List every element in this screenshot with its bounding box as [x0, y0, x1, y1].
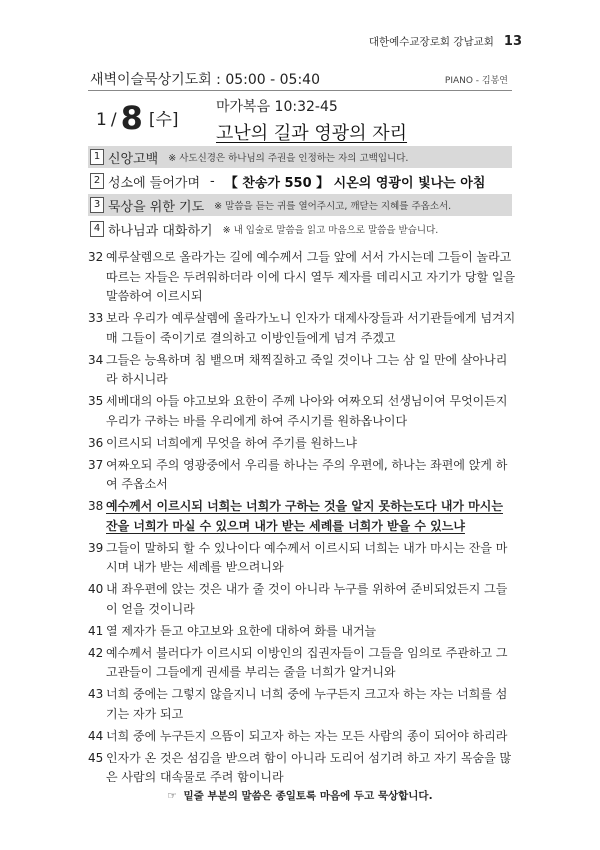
footer-note — [0, 788, 600, 803]
step-number: 1 — [90, 149, 104, 165]
verse-number: 43 — [88, 687, 104, 701]
step-label: 묵상을 위한 기도 — [108, 199, 205, 215]
verse-text: 그들은 능욕하며 침 뱉으며 채찍질하고 죽일 것이나 그는 삼 일 만에 살아나리라 하시니라 — [106, 352, 508, 386]
verse-number: 36 — [88, 435, 104, 450]
verse — [88, 727, 516, 747]
verse — [88, 434, 516, 454]
verse-text: 이르시되 너희에게 무엇을 하여 주기를 원하느냐 — [106, 435, 357, 450]
step-number: 2 — [90, 173, 104, 189]
order-of-service — [88, 146, 512, 242]
verse — [88, 539, 516, 578]
verse-number: 42 — [88, 645, 104, 660]
sermon-theme: 고난의 길과 영광의 자리 — [216, 123, 408, 144]
verse-text: 인자가 온 것은 섬김을 받으려 함이 아니라 도리어 섬기려 하고 자기 목숨을 많은 사람의 대속물로 주려 함이니라 — [106, 750, 512, 784]
verse-text: 보라 우리가 예루살렘에 올라가노니 인자가 대제사장들과 서기관들에게 넘겨지매 그들이 죽이기로 결의하고 이방인들에게 넘겨 주겠고 — [106, 311, 516, 345]
piano-credit: PIANO - 김봉연 — [444, 76, 508, 86]
step-hymn — [88, 170, 512, 192]
verse-number: 32 — [88, 250, 104, 264]
date-month: 1 — [96, 110, 107, 130]
verse-text: 너희 중에는 그렇지 않을지니 너희 중에 누구든지 크고자 하는 자는 너희를 섬기는 자가 되고 — [106, 687, 508, 721]
hymn-title: 【 찬송가 550 】 시온의 영광이 빛나는 아침 — [224, 175, 486, 191]
date-weekday: [수] — [148, 110, 179, 130]
verse — [88, 644, 516, 683]
step-label: 성소에 들어가며 — [108, 175, 201, 191]
session-bar — [88, 68, 512, 91]
step-number: 3 — [90, 197, 104, 213]
step-dialogue — [88, 218, 512, 240]
step-label: 하나님과 대화하기 — [108, 223, 213, 239]
footer-text: 밑줄 부분의 말씀은 종일토록 마음에 두고 묵상합니다. — [183, 790, 433, 802]
session-title: 새벽이슬묵상기도회 : 05:00 - 05:40 — [90, 72, 320, 88]
verse-number: 41 — [88, 623, 104, 638]
verse-number: 33 — [88, 311, 104, 325]
verse-text: 세베대의 아들 야고보와 요한이 주께 나아와 여짜오되 선생님이여 무엇이든지 우리가 구하는 바를 우리에게 하여 주시기를 원하옵나이다 — [106, 394, 508, 428]
verse-number: 44 — [88, 728, 104, 743]
verse-text: 열 제자가 듣고 야고보와 요한에 대하여 화를 내거늘 — [106, 623, 377, 638]
verse-text: 예수께서 불러다가 이르시되 이방인의 집권자들이 그들을 임의로 주관하고 그 고관들이 그들에게 권세를 부리는 줄을 너희가 알거니와 — [106, 645, 508, 679]
verse-number: 45 — [88, 750, 104, 765]
verse-number: 34 — [88, 352, 104, 367]
verse-number: 39 — [88, 540, 104, 555]
verse — [88, 392, 516, 431]
church-name: 대한예수교장로회 강남교회 — [368, 36, 494, 48]
verse — [88, 685, 516, 724]
step-label: 신앙고백 — [108, 151, 159, 167]
verse-number: 37 — [88, 457, 104, 472]
verse — [88, 456, 516, 495]
verse-text: 그들이 말하되 할 수 있나이다 예수께서 이르시되 너희는 내가 마시는 잔을 마시며 내가 받는 세례를 받으려니와 — [106, 540, 508, 574]
verse — [88, 351, 516, 390]
verse — [88, 309, 516, 348]
verse — [88, 622, 516, 642]
page-header — [369, 34, 522, 49]
step-note: ※ 내 입술로 말씀을 읽고 마음으로 말씀을 받습니다. — [222, 225, 439, 236]
verse-list — [88, 248, 516, 790]
verse-number: 35 — [88, 394, 104, 408]
scripture-reference: 마가복음 10:32-45 — [216, 99, 338, 115]
step-note: ※ 말씀을 듣는 귀를 열어주시고, 깨닫는 지혜를 주옵소서. — [214, 201, 452, 212]
scripture-block — [216, 96, 407, 145]
verse-text: 여짜오되 주의 영광중에서 우리를 하나는 주의 우편에, 하나는 좌편에 앉게 하여 주옵소서 — [106, 457, 508, 491]
verse-text: 예수께서 이르시되 너희는 너희가 구하는 것을 알지 못하는도다 내가 마시는 잔을 너희가 마실 수 있으며 내가 받는 세례를 너희가 받을 수 있느냐 — [106, 499, 503, 533]
verse-text: 너희 중에 누구든지 으뜸이 되고자 하는 자는 모든 사람의 종이 되어야 하리라 — [106, 728, 508, 743]
verse — [88, 749, 516, 788]
date-slash: / — [110, 110, 117, 130]
verse-text: 예루살렘으로 올라가는 길에 예수께서 그들 앞에 서서 가시는데 그들이 놀라고 따르는 자들은 두려워하더라 이에 다시 열두 제자를 데리시고 자기가 당할 일을 말씀하여 이르시되 — [106, 250, 516, 303]
highlighted-verse — [88, 497, 516, 536]
step-dash: - — [210, 173, 215, 189]
date-block — [96, 99, 179, 137]
page-number: 13 — [503, 34, 522, 49]
step-note: ※ 사도신경은 하나님의 주권을 인정하는 자의 고백입니다. — [168, 153, 409, 164]
step-creed — [88, 146, 512, 168]
step-prayer — [88, 194, 512, 216]
date-day: 8 — [120, 99, 143, 137]
verse — [88, 248, 516, 307]
step-number: 4 — [90, 221, 104, 237]
verse-text: 내 좌우편에 앉는 것은 내가 줄 것이 아니라 누구를 위하여 준비되었든지 그들이 얻을 것이니라 — [106, 582, 508, 616]
verse — [88, 580, 516, 619]
pointing-hand-icon: ☞ — [167, 790, 177, 802]
verse-number: 38 — [88, 499, 104, 513]
verse-number: 40 — [88, 582, 104, 596]
